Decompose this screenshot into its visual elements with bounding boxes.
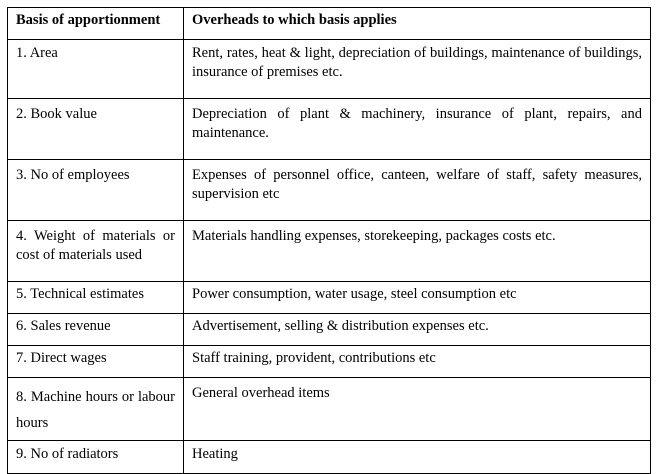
table-row: [8, 378, 651, 441]
table-row: [8, 221, 651, 282]
basis-cell: 6. Sales revenue: [8, 314, 184, 346]
basis-cell: 7. Direct wages: [8, 346, 184, 378]
overheads-cell: Expenses of personnel office, canteen, welfare of staff, safety measures, supervision etc: [184, 160, 651, 221]
header-overheads: Overheads to which basis applies: [184, 8, 651, 40]
overheads-cell: Depreciation of plant & machinery, insurance of plant, repairs, and maintenance.: [184, 99, 651, 160]
table-row: [8, 40, 651, 99]
apportionment-table: [7, 7, 651, 474]
table-row: [8, 282, 651, 314]
table-row: [8, 99, 651, 160]
basis-cell: 5. Technical estimates: [8, 282, 184, 314]
header-basis: Basis of apportionment: [8, 8, 184, 40]
table-row: [8, 346, 651, 378]
basis-cell: 2. Book value: [8, 99, 184, 160]
overheads-cell: Staff training, provident, contributions etc: [184, 346, 651, 378]
basis-cell: 8. Machine hours or labour hours: [8, 378, 184, 441]
basis-cell: 1. Area: [8, 40, 184, 99]
table-row: [8, 314, 651, 346]
basis-cell: 3. No of employees: [8, 160, 184, 221]
overheads-cell: Power consumption, water usage, steel consumption etc: [184, 282, 651, 314]
basis-cell: 4. Weight of materials or cost of materials used: [8, 221, 184, 282]
table-row: [8, 160, 651, 221]
overheads-cell: Rent, rates, heat & light, depreciation of buildings, maintenance of buildings, insurance of premises etc.: [184, 40, 651, 99]
table-header-row: [8, 8, 651, 40]
overheads-cell: General overhead items: [184, 378, 651, 441]
overheads-cell: Materials handling expenses, storekeeping, packages costs etc.: [184, 221, 651, 282]
overheads-cell: Heating: [184, 441, 651, 474]
overheads-cell: Advertisement, selling & distribution expenses etc.: [184, 314, 651, 346]
basis-cell: 9. No of radiators: [8, 441, 184, 474]
table-row: [8, 441, 651, 474]
